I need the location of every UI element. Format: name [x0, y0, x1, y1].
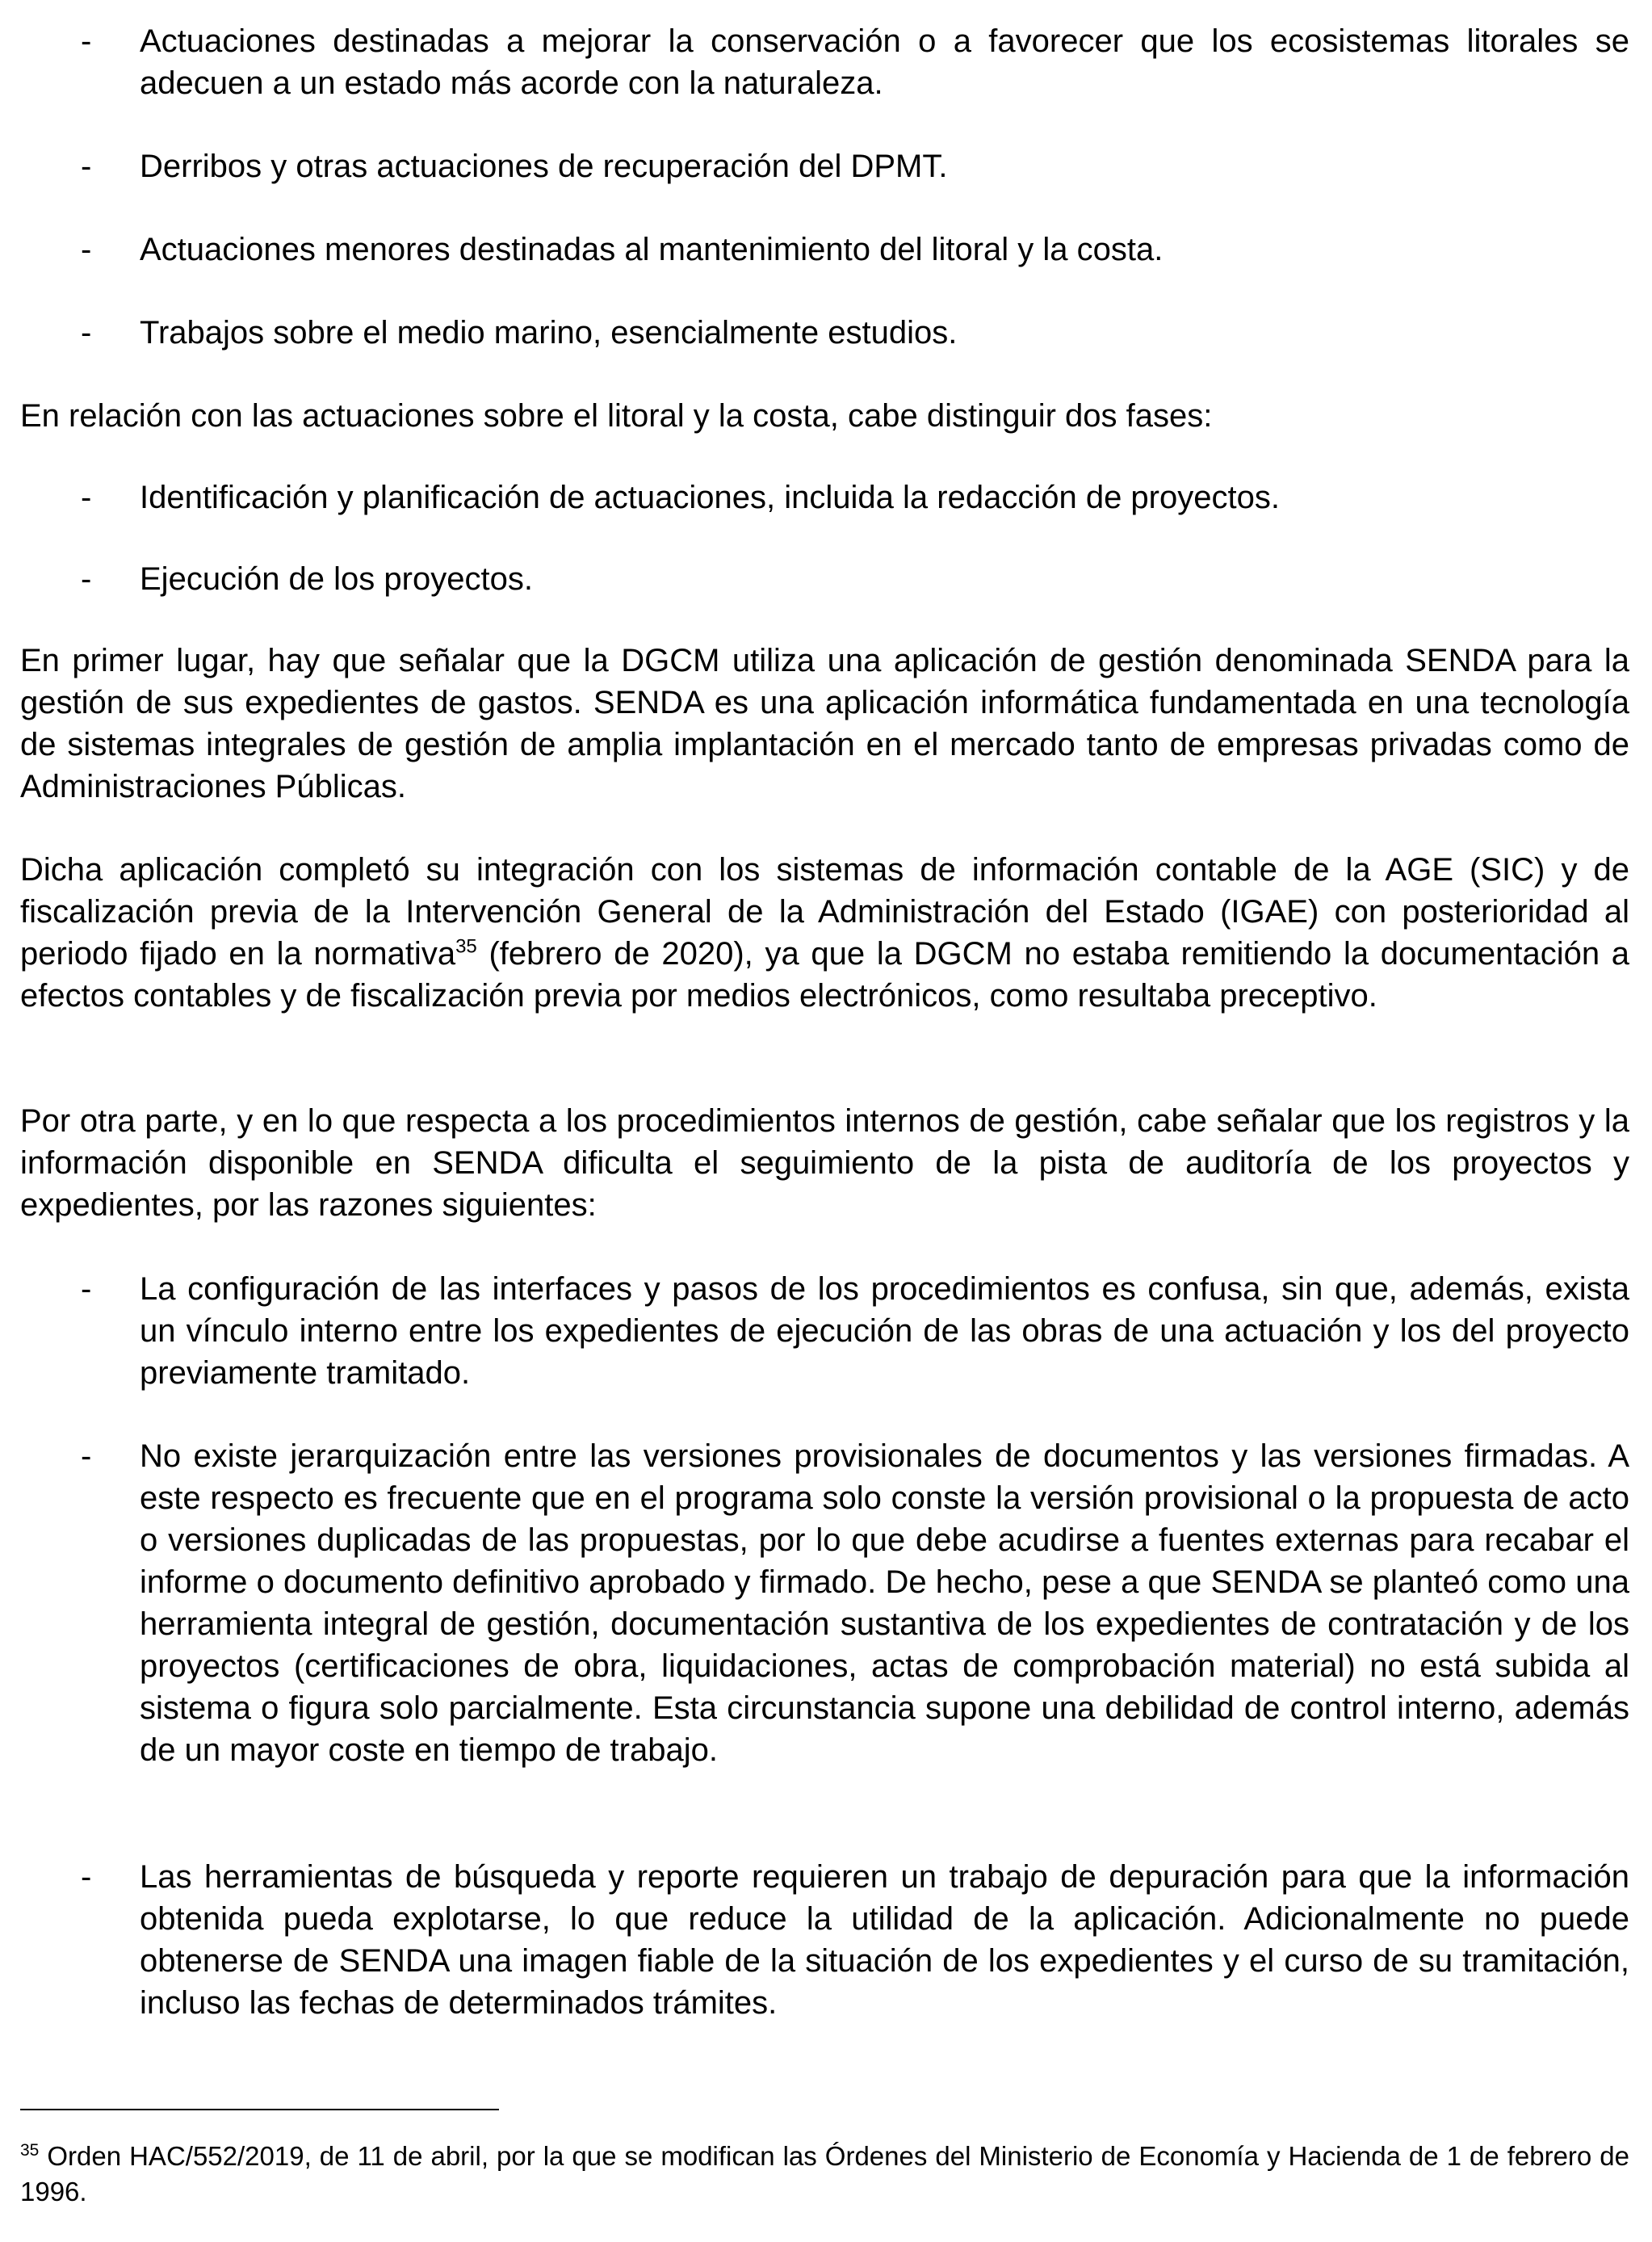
bullet-dash: -	[81, 1859, 92, 1895]
bullet-dash: -	[81, 232, 92, 267]
list-item: Las herramientas de búsqueda y reporte requieren un trabajo de depuración para que la información obtenida pueda explotarse, lo que reduce la utilidad de la aplicación. Adicionalmente no puede obtenerse de SENDA una imagen fiable de la situación de los expedientes y el curso de su tramitación, incluso las fechas de determinados trámites.	[140, 1859, 1629, 2021]
list-item: Identificación y planificación de actuaciones, incluida la redacción de proyectos.	[140, 480, 1280, 515]
footnote-text: Orden HAC/552/2019, de 11 de abril, por la que se modifican las Órdenes del Ministerio de Economía y Hacienda de 1 de febrero de 1996.	[20, 2141, 1629, 2206]
bullet-dash: -	[81, 1271, 92, 1307]
bullet-dash: -	[81, 480, 92, 515]
list-item: Actuaciones menores destinadas al mantenimiento del litoral y la costa.	[140, 232, 1164, 267]
paragraph-text: Dicha aplicación completó su integración con los sistemas de información contable de la AGE (SIC) y de fiscalización previa de la Intervención General de la Administración del Estado (IGAE) con posterioridad al periodo fijado en la normativa	[20, 852, 1629, 972]
bullet-dash: -	[81, 315, 92, 351]
list-item: Ejecución de los proyectos.	[140, 561, 533, 597]
list-item: La configuración de las interfaces y pasos de los procedimientos es confusa, sin que, además, exista un vínculo interno entre los expedientes de ejecución de las obras de una actuación y los del proyecto previamente tramitado.	[140, 1271, 1629, 1391]
bullet-dash: -	[81, 561, 92, 597]
footnote-number: 35	[20, 2141, 40, 2160]
list-item: Trabajos sobre el medio marino, esencialmente estudios.	[140, 315, 958, 351]
paragraph	[20, 849, 1629, 1017]
bullet-dash: -	[81, 149, 92, 184]
bullet-dash: -	[81, 1438, 92, 1474]
paragraph-text: (febrero de 2020), ya que la DGCM no estaba remitiendo la documentación a efectos contables y de fiscalización previa por medios electrónicos, como resultaba preceptivo.	[20, 936, 1630, 1014]
paragraph: En relación con las actuaciones sobre el litoral y la costa, cabe distinguir dos fases:	[20, 398, 1213, 434]
list-item: Actuaciones destinadas a mejorar la conservación o a favorecer que los ecosistemas litorales se adecuen a un estado más acorde con la naturaleza.	[140, 23, 1629, 101]
footnote-separator	[20, 2109, 499, 2110]
footnote-ref[interactable]: 35	[455, 935, 477, 958]
paragraph: Por otra parte, y en lo que respecta a los procedimientos internos de gestión, cabe señalar que los registros y la información disponible en SENDA dificulta el seguimiento de la pista de auditoría de los proyectos y expedientes, por las razones siguientes:	[20, 1103, 1629, 1223]
footnote	[20, 2139, 1629, 2210]
list-item: No existe jerarquización entre las versiones provisionales de documentos y las versiones firmadas. A este respecto es frecuente que en el programa solo conste la versión provisional o la propuesta de acto o versiones duplicadas de las propuestas, por lo que debe acudirse a fuentes externas para recabar el informe o documento definitivo aprobado y firmado. De hecho, pese a que SENDA se planteó como una herramienta integral de gestión, documentación sustantiva de los expedientes de contratación y de los proyectos (certificaciones de obra, liquidaciones, actas de comprobación material) no está subida al sistema o figura solo parcialmente. Esta circunstancia supone una debilidad de control interno, además de un mayor coste en tiempo de trabajo.	[140, 1438, 1629, 1768]
list-item: Derribos y otras actuaciones de recuperación del DPMT.	[140, 149, 948, 184]
bullet-dash: -	[81, 23, 92, 59]
paragraph: En primer lugar, hay que señalar que la DGCM utiliza una aplicación de gestión denominada SENDA para la gestión de sus expedientes de gastos. SENDA es una aplicación informática fundamentada en una tecnología de sistemas integrales de gestión de amplia implantación en el mercado tanto de empresas privadas como de Administraciones Públicas.	[20, 643, 1629, 804]
